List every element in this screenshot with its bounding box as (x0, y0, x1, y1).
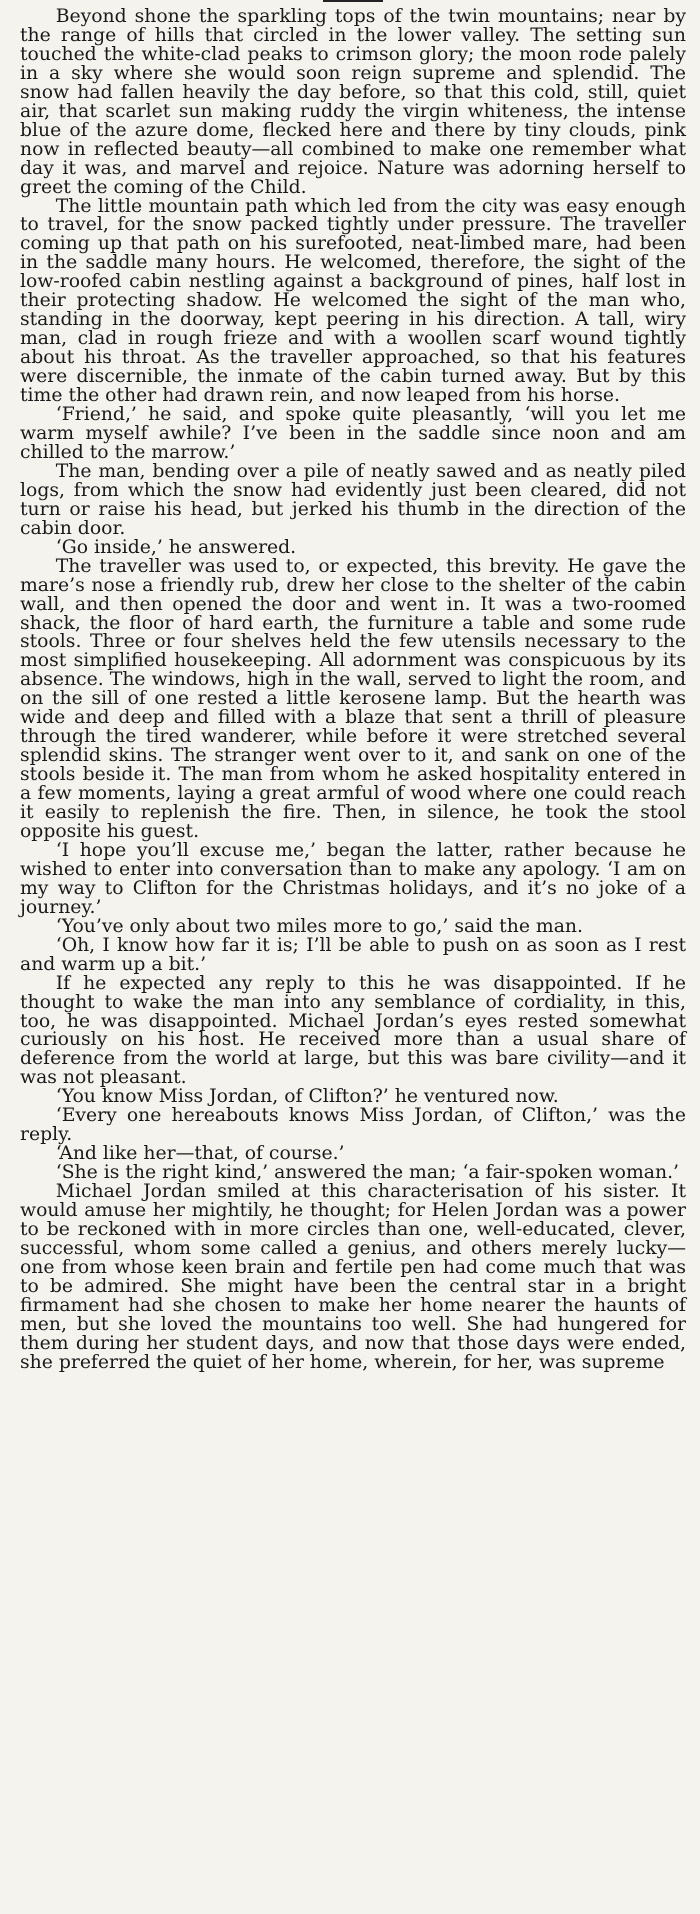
paragraph-know-miss-jordan: ‘You know Miss Jordan, of Clifton?’ he ventured now. (55, 1086, 559, 1108)
paragraph-helen-jordan: Michael Jordan smiled at this characterisation of his sister. It would amuse her mightily, he thought; for Helen Jordan was a power to be reckoned with in more circles than one, well-educated, clever, successful, whom some called a genius, and others merely lucky—one from whose keen brain and fertile pen had come much that was to be admired. She might have been the central star in a bright firmament had she chosen to make her home nearer the haunts of men, but she loved the mountains too well. She had hungered for them during her student days, and now that those days were ended, she preferred the quiet of her home, wherein, for her, was supreme (20, 1181, 686, 1373)
paragraph-two-miles: ‘You’ve only about two miles more to go,’ said the man. (55, 915, 583, 937)
section-divider-rule (323, 0, 383, 2)
paragraph-disappointed: If he expected any reply to this he was disappointed. If he thought to wake the man into any semblance of cordiality, in this, too, he was disappointed. Michael Jordan’s eyes rested somewhat curiously on his host. He received more than a usual share of deference from the world at large, but this was bare civility—and it was not pleasant. (20, 972, 686, 1089)
paragraph-every-one-knows: ‘Every one hereabouts knows Miss Jordan, of Clifton,’ was the reply. (20, 1105, 686, 1146)
paragraph-push-on: ‘Oh, I know how far it is; I’ll be able to push on as soon as I rest and warm up a bit.’ (20, 934, 686, 975)
paragraph-landscape: Beyond shone the sparkling tops of the twin mountains; near by the range of hills that circled in the lower valley. The setting sun touched the white-clad peaks to crimson glory; the moon rode palely in a sky where she would soon reign supreme and splendid. The snow had fallen heavily the day before, so that this cold, still, quiet air, that scarlet sun making ruddy the virgin whiteness, the intense blue of the azure dome, flecked here and there by tiny clouds, pink now in reflected beauty—all combined to make one remember what day it was, and marvel and rejoice. Nature was adorning herself to greet the coming of the Child. (20, 6, 686, 198)
paragraph-traveller-arrives: The little mountain path which led from the city was easy enough to travel, for the snow packed tightly under pressure. The traveller coming up that path on his surefooted, neat-limbed mare, had been in the saddle many hours. He welcomed, therefore, the sight of the low-roofed cabin nestling against a background of pines, half lost in their protecting shadow. He welcomed the sight of the man who, standing in the doorway, kept peering in his direction. A tall, wiry man, clad in rough frieze and with a woollen scarf wound tightly about his throat. As the traveller approached, so that his features were discernible, the inmate of the cabin turned away. But by this time the other had drawn rein, and now leaped from his horse. (20, 195, 686, 407)
paragraph-cabin-interior: The traveller was used to, or expected, this brevity. He gave the mare’s nose a friendly rub, drew her close to the shelter of the cabin wall, and then opened the door and went in. It was a two-roomed shack, the floor of hard earth, the furniture a table and some rude stools. Three or four shelves held the few utensils necessary to the most simplified housekeeping. All adornment was conspicuous by its absence. The windows, high in the wall, served to light the room, and on the sill of one rested a little kerosene lamp. But the hearth was wide and deep and filled with a blaze that sent a thrill of pleasure through the tired wanderer, while before it were stretched several splendid skins. The stranger went over to it, and sank on one of the stools beside it. The man from whom he asked hospitality entered in a few moments, laying a great armful of wood where one could reach it easily to replenish the fire. Then, in silence, he took the stool opposite his guest. (20, 555, 686, 842)
paragraph-man-at-logs: The man, bending over a pile of neatly sawed and as neatly piled logs, from which the snow had evidently just been cleared, did not turn or raise his head, but jerked his thumb in the direction of the cabin door. (20, 460, 686, 539)
paragraph-apology: ‘I hope you’ll excuse me,’ began the latter, rather because he wished to enter into conversation than to make any apology. ‘I am on my way to Clifton for the Christmas holidays, and it’s no joke of a journey.’ (20, 839, 686, 918)
paragraph-friend-request: ‘Friend,’ he said, and spoke quite pleasantly, ‘will you let me warm myself awhile? I’ve been in the saddle since noon and am chilled to the marrow.’ (20, 404, 686, 463)
paragraph-right-kind: ‘She is the right kind,’ answered the man; ‘a fair-spoken woman.’ (55, 1162, 680, 1184)
paragraph-go-inside: ‘Go inside,’ he answered. (55, 536, 297, 558)
paragraph-like-her: ‘And like her—that, of course.’ (55, 1143, 345, 1165)
